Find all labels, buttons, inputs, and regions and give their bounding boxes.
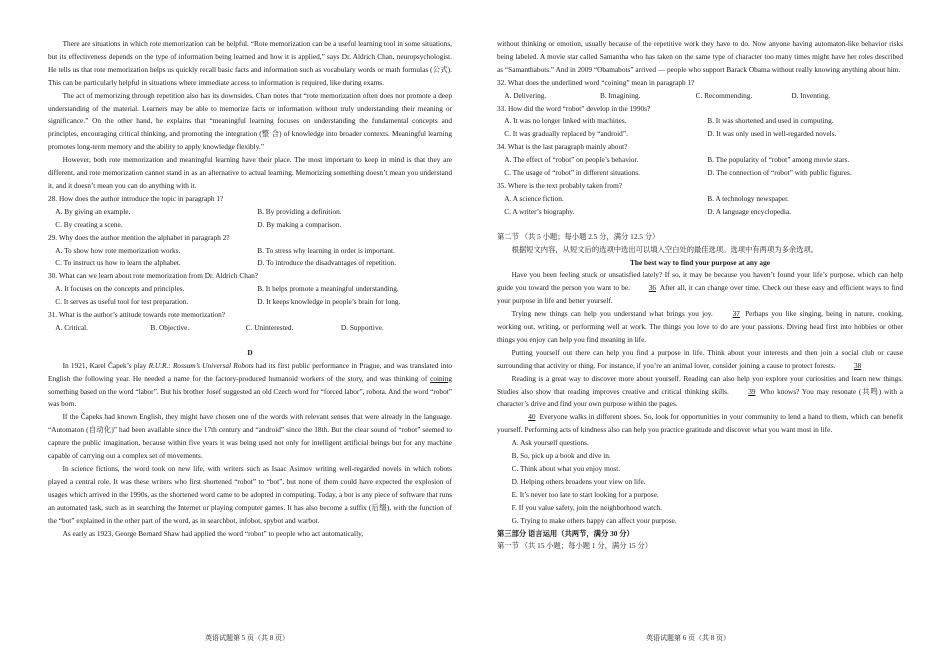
choice-c: C. Think about what you enjoy most. [511, 464, 621, 473]
question-29-options [48, 245, 452, 258]
option-30a: A. It focuses on the concepts and principles. [55, 284, 185, 294]
option-33c: C. It was gradually replaced by “android”. [504, 129, 628, 139]
choice-a: A. Ask yourself questions. [511, 438, 589, 448]
choice-d: D. Helping others broadens your view on life. [511, 476, 646, 486]
option-30b: B. It helps promote a meaningful understanding. [257, 284, 399, 294]
passage-c-paragraph-1: There are situations in which rote memorization can be helpful. “Rote memorization can be a useful learning tool in some situations, but its effectiveness depends on the type of information being learned and how it is applied,” says Dr. Aldrich Chan, neuropsychologist. He tells us that rote memorization helps us quickly recall basic facts and information such as vocabulary words or math formulas (公式). This can be particularly helpful in situations where immediate access to information is required, like during exams. [48, 39, 452, 87]
question-30-options-2 [48, 296, 452, 309]
choice-b: B. So, pick up a book and dive in. [511, 451, 611, 461]
option-31a: A. Critical. [55, 322, 88, 332]
question-34-options-2 [497, 167, 903, 180]
option-34c: C. The usage of “robot” in different situations. [504, 168, 641, 178]
part-3-title: 第三部分 语言运用（共两节，满分 30 分） [497, 528, 634, 538]
p1-text-b: After all, it can change over time. Check out these easy and efficient ways to find your purpose in life and better yourself. [497, 283, 904, 306]
option-31d: D. Supportive. [340, 322, 384, 332]
d1-text-a: In 1921, Karel Čapek’s play [62, 360, 149, 370]
option-32c: C. Recommending. [695, 90, 753, 100]
cloze-paragraph-1 [497, 269, 903, 308]
option-35d: D. A language encyclopedia. [707, 206, 791, 216]
option-28c: C. By creating a scene. [55, 219, 123, 229]
p2-text-b: Perhaps you like singing, being in nature, cooking, working out, writing, or performing well at work. The things you love to do are your passions. Diving head first into hobbies or other things you enjoy can help you find meaning in life. [497, 309, 904, 344]
option-29d: D. To introduce the disadvantages of repetition. [257, 258, 397, 268]
question-28-options-2 [48, 219, 452, 232]
option-33d: D. It was only used in well-regarded novels. [707, 129, 837, 139]
passage-c-paragraph-3: However, both rote memorization and meaningful learning have their place. The most important to keep in mind is that they are different, and rote memorization cannot stand in as an alternative to actual learning. Memorizing something doesn’t mean you understand it, and it doesn’t mean you can do anything with it. [48, 155, 452, 190]
p1-text-a: Have you been feeling stuck or unsatisfied lately? If so, it may be because you haven’t found your life’s purpose, which can help guide you toward the person you want to be. [497, 270, 903, 293]
footer-page-6: 英语试题第 6 页（共 8 页） [646, 634, 730, 642]
question-29-options-2 [48, 257, 452, 270]
question-33-options [497, 115, 903, 128]
blank-36: 36 [648, 283, 657, 293]
cloze-paragraph-5 [497, 411, 903, 437]
question-29: 29. Why does the author mention the alphabet in paragraph 2? [48, 232, 230, 242]
option-28a: A. By giving an example. [55, 206, 131, 216]
question-34-options [497, 154, 903, 167]
question-28: 28. How does the author introduce the topic in paragraph 1? [48, 193, 224, 203]
passage-d-heading: D [247, 347, 253, 357]
cloze-choices [497, 437, 903, 527]
p4-text-b: Who knows? You may resonate (共鸣) with a character’s drive and find your own purpose within the pages. [497, 386, 903, 409]
p3-text-a: Putting yourself out there can help you find a purpose in life. Think about your interests and then join a social club or cause surrounding that activity or thing. For instance, if you’re an animal lover, consider joining a cause to protect forests. [497, 347, 903, 370]
right-page [497, 38, 903, 553]
option-30d: D. It keeps knowledge in people’s brain for long. [257, 297, 401, 307]
option-32a: A. Delivering. [504, 90, 547, 100]
option-29b: B. To stress why learning in order is important. [257, 245, 395, 255]
option-29a: A. To show how rote memorization works. [55, 245, 181, 255]
question-33-options-2 [497, 128, 903, 141]
option-34d: D. The connection of “robot” with public figures. [707, 168, 852, 178]
passage-d-paragraph-4: As early as 1923, George Bernard Shaw had applied the word “robot” to people who act automatically, [62, 528, 364, 538]
question-30: 30. What can we learn about rote memorization from Dr. Aldrich Chan? [48, 271, 258, 281]
d1-text-c: something based on the word “labor”. But his brother Josef suggested an old Czech word for “forced labor”, robota. And the word “robot” was born. [48, 386, 452, 409]
question-35-options [497, 193, 903, 206]
question-33: 33. How did the word “robot” develop in the 1990s? [497, 103, 651, 113]
choice-f: F. If you value safety, join the neighborhood watch. [511, 502, 662, 512]
left-page [48, 38, 452, 540]
option-34a: A. The effect of “robot” on people’s behavior. [504, 155, 639, 165]
option-33b: B. It was shortened and used in computing. [707, 116, 834, 126]
option-35c: C. A writer’s biography. [504, 206, 575, 216]
option-35b: B. A technology newspaper. [707, 193, 789, 203]
p5-text-b: Everyone walks in different shoes. So, look for opportunities in your community to lend a hand to them, which can benefit yourself. Performing acts of kindness also can help you practice gratitude and discover what you want most in life. [497, 412, 904, 435]
passage-c-paragraph-2: The act of memorizing through repetition also has its downsides. Chan notes that “rote memorization often does not promote a deep understanding of the material. Learners may be able to memorize facts or information without truly understanding their meaning or significance.” On the other hand, he explains that “meaningful learning focuses on understanding the fundamental concepts and principles, encouraging critical thinking, and promoting the integration (整 合) of knowledge into broader contexts. Meaningful learning promotes long-term memory and the ability to apply knowledge flexibly.” [48, 90, 452, 152]
question-35-options-2 [497, 206, 903, 219]
option-35a: A. A science fiction. [504, 193, 564, 203]
section-2-instruction: 根据短文内容，从短文后的选项中选出可以填入空白处的最佳选项。选项中有两项为多余选项。 [511, 244, 819, 254]
choice-g: G. Trying to make others happy can affect your purpose. [511, 515, 677, 525]
cloze-paragraph-2 [497, 308, 903, 347]
option-34b: B. The popularity of “robot” among movie stars. [707, 155, 850, 165]
option-28d: D. By making a comparison. [257, 219, 342, 229]
question-35: 35. Where is the text probably taken from? [497, 180, 623, 190]
footer-page-5: 英语试题第 5 页（共 8 页） [205, 634, 289, 642]
cloze-paragraph-4 [497, 373, 903, 412]
cloze-paragraph-3 [497, 347, 903, 373]
question-30-options [48, 283, 452, 296]
option-31b: B. Objective. [150, 322, 190, 332]
passage-d-paragraph-4-continued: without thinking or emotion, usually because of the repetitive work they have to do. Now anyone having automaton-like behavior risks being labeled. A movie star called Samantha who has taken on the same type of character too many times might have her roles described as “Samanthabots.” And in 2009 “Obamabots” arrived — people who support Barack Obama without really knowing anything about him. [497, 39, 903, 74]
passage-title: The best way to find your purpose at any age [630, 257, 770, 267]
option-30c: C. It serves as useful tool for test preparation. [55, 297, 189, 307]
option-28b: B. By providing a definition. [257, 206, 342, 216]
blank-38: 38 [853, 360, 862, 370]
question-31-options [48, 322, 452, 335]
option-29c: C. To instruct us how to learn the alphabet. [55, 258, 181, 268]
question-34: 34. What is the last paragraph mainly about? [497, 142, 628, 152]
passage-d-paragraph-2: If the Čapeks had known English, they might have chosen one of the words with relevant senses that were already in the language. “Automaton (自动化)” had been available since the 17th century and “android” since the 18th. But the clear sound of “robot” seemed to capture the public imagination, because within five years it was being used not only for intelligent artificial beings but for any machine capable of carrying out a complex set of movements. [48, 412, 452, 461]
d1-text-b: had its first public performance in Prague, and was translated into English the following year. He needed a name for the factory-produced humanoid workers of the story, and was thinking of [48, 360, 453, 383]
part-3-header [497, 528, 903, 541]
p2-text-a: Trying new things can help you understand what brings you joy. [511, 309, 713, 319]
blank-39: 39 [748, 386, 756, 396]
question-32: 32. What does the underlined word “coining” mean in paragraph 1? [497, 77, 695, 87]
question-32-options [497, 90, 903, 103]
play-title: R.U.R.: Rossum’s Universal Robots [148, 360, 254, 370]
part-3-section-1: 第一节 （共 15 小题；每小题 1 分，满分 15 分） [497, 541, 653, 551]
choice-e: E. It’s never too late to start looking for a purpose. [511, 489, 659, 499]
blank-37: 37 [732, 309, 740, 319]
option-33a: A. It was no longer linked with machines. [504, 116, 627, 126]
p4-text-a: Reading is a great way to discover more about yourself. Reading can also help you explore your curiosities and learn new things. Studies also show that reading improves creative and critical thinking skills. [497, 373, 903, 396]
passage-d-paragraph-1 [48, 360, 452, 412]
option-32b: B. Imagining. [599, 90, 641, 100]
question-28-options [48, 206, 452, 219]
section-2-header: 第二节 （共 5 小题；每小题 2.5 分，满分 12.5 分） [497, 231, 660, 241]
question-31: 31. What is the author’s attitude towards rote memorization? [48, 310, 226, 320]
option-31c: C. Uninterested. [245, 322, 294, 332]
option-32d: D. Inventing. [791, 90, 831, 100]
blank-40: 40 [528, 412, 536, 422]
underlined-word-coining: coining [430, 373, 452, 383]
passage-d-paragraph-3: In science fictions, the word took on new life, with writers such as Isaac Asimov writing well-regarded novels in which robots played a central role. It was these writers who first shortened “robot” to “bot”, but none of them could have expected the explosion of usages which arrived in the 1990s, as the shortened word came to be adopted in computing. Today, a bot is any piece of software that runs an automated task, such as in searching the Internet or playing computer games. It has also become a suffix (后缀), with the function of the “bot” explained in the other part of the word, as in searchbot, infobot, spybot and warbot. [48, 464, 452, 525]
